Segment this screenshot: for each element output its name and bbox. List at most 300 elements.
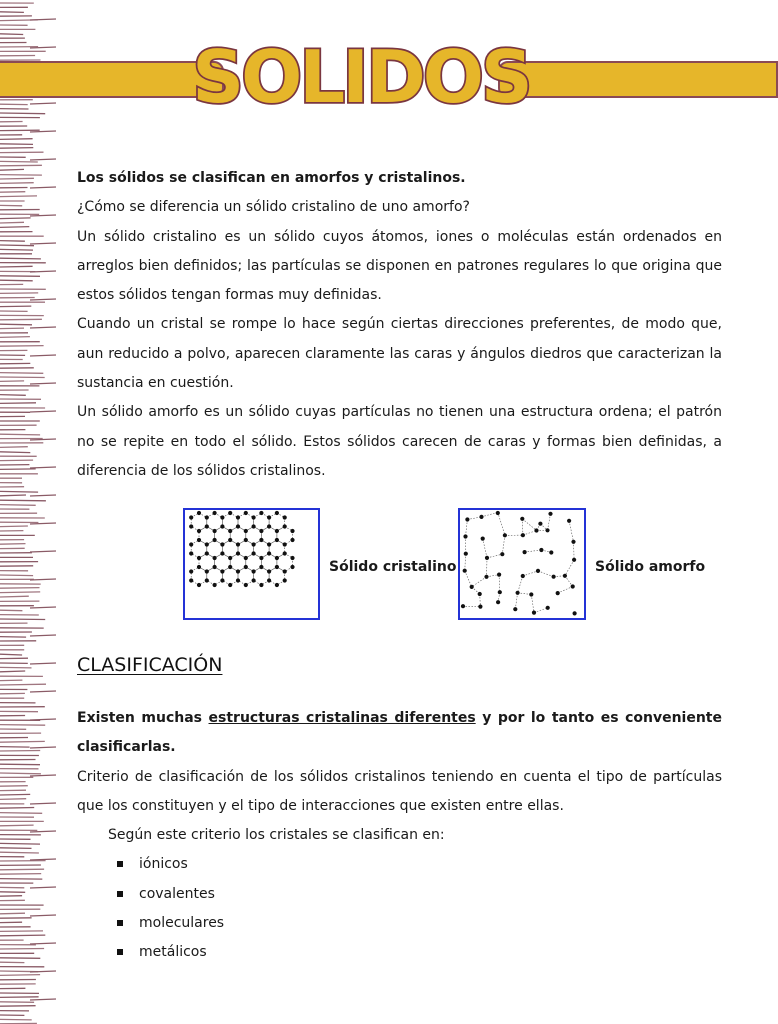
network-atom <box>573 611 577 615</box>
fringe-stroke <box>0 196 37 197</box>
fringe-stroke <box>0 241 25 242</box>
network-bond <box>502 535 505 554</box>
network-atom <box>538 522 542 526</box>
fringe-stroke <box>30 383 56 384</box>
fringe-stroke <box>0 671 25 672</box>
lattice-atom <box>283 542 287 546</box>
network-atom <box>556 591 560 595</box>
fringe-stroke <box>0 175 42 176</box>
lattice-atom <box>205 542 209 546</box>
lattice-bond <box>269 540 285 558</box>
page-title-text: SOLIDOS <box>192 35 530 119</box>
fringe-stroke <box>0 245 34 246</box>
fringe-stroke <box>0 799 26 800</box>
lattice-atom <box>236 542 240 546</box>
fringe-stroke <box>0 935 45 936</box>
lattice-atom <box>283 551 287 555</box>
lattice-atom <box>290 538 294 542</box>
lattice-atom <box>197 538 201 542</box>
fringe-stroke <box>30 355 56 356</box>
lattice-atom <box>213 511 217 515</box>
fringe-stroke <box>30 215 56 216</box>
network-bond <box>574 542 575 560</box>
lattice-atom <box>244 529 248 533</box>
crystal-structures-link[interactable]: estructuras cristalinas diferentes <box>208 710 476 726</box>
lattice-atom <box>275 511 279 515</box>
lattice-atom <box>189 515 193 519</box>
network-atom <box>571 540 575 544</box>
network-atom <box>478 592 482 596</box>
amorphous-definition: Un sólido amorfo es un sólido cuyas partículas no tienen una estructura ordena; el patrón no se repite en todo el sólido. Estos sólidos carecen de caras y formas bien definidas, a diferencia de los sólidos cristalinos. <box>77 404 722 479</box>
fringe-stroke <box>30 495 56 496</box>
fringe-stroke <box>0 975 40 976</box>
network-bond <box>487 554 502 558</box>
fringe-stroke <box>0 144 33 145</box>
network-bond <box>569 521 573 542</box>
amorphous-network-diagram <box>460 510 584 618</box>
fringe-stroke <box>0 495 26 496</box>
lattice-atom <box>267 551 271 555</box>
network-bond <box>558 587 573 594</box>
network-bond <box>531 595 534 613</box>
fringe-stroke <box>0 183 34 184</box>
classification-title: CLASIFICACIÓN <box>77 654 223 676</box>
fringe-stroke <box>0 469 36 470</box>
network-atom <box>521 574 525 578</box>
lattice-bond <box>222 540 238 558</box>
network-atom <box>571 584 575 588</box>
lattice-bond <box>269 567 285 585</box>
classification-lead <box>77 704 722 763</box>
lattice-bond <box>238 540 254 558</box>
network-bond <box>499 575 500 593</box>
lattice-bond <box>199 527 215 545</box>
network-atom <box>536 569 540 573</box>
network-bond <box>498 512 505 535</box>
network-bond <box>522 519 536 531</box>
fringe-stroke <box>0 1019 32 1020</box>
fringe-stroke <box>0 139 33 140</box>
fringe-stroke <box>30 943 56 944</box>
fringe-stroke <box>0 276 40 277</box>
fringe-stroke <box>0 460 33 461</box>
lattice-atom <box>197 556 201 560</box>
fringe-stroke <box>0 869 44 870</box>
fringe-stroke <box>0 227 29 228</box>
lattice-atom <box>228 529 232 533</box>
lattice-atom <box>189 551 193 555</box>
lattice-atom <box>267 542 271 546</box>
fringe-stroke <box>0 747 30 748</box>
classification-criterion: Criterio de clasificación de los sólidos cristalinos teniendo en cuenta el tipo de partículas que los constituyen y el tipo de interacciones que existen entre ellas. <box>77 768 722 814</box>
fringe-stroke <box>0 848 32 849</box>
fringe-stroke <box>0 258 41 259</box>
lattice-bond <box>246 527 262 545</box>
lattice-atom <box>275 556 279 560</box>
fringe-stroke <box>30 915 56 916</box>
lattice-bond <box>269 513 285 531</box>
network-atom <box>539 548 543 552</box>
fringe-stroke <box>0 337 30 338</box>
lattice-atom <box>283 515 287 519</box>
lead-text-before: Existen muchas <box>77 710 209 726</box>
lattice-atom <box>189 542 193 546</box>
intro-section <box>77 164 722 486</box>
fringe-stroke <box>0 874 41 875</box>
lattice-atom <box>220 578 224 582</box>
fringe-stroke <box>30 411 56 412</box>
lattice-atom <box>259 583 263 587</box>
lattice-atom <box>283 578 287 582</box>
fringe-stroke <box>30 831 56 832</box>
lattice-atom <box>220 524 224 528</box>
fringe-stroke <box>0 293 38 294</box>
lattice-bond <box>254 567 270 585</box>
fringe-stroke <box>30 467 56 468</box>
network-atom <box>567 519 571 523</box>
list-item: iónicos <box>115 850 722 879</box>
lattice-bond <box>191 540 207 558</box>
lattice-bond <box>246 554 262 572</box>
fringe-stroke <box>0 165 42 166</box>
network-atom <box>503 533 507 537</box>
network-bond <box>523 531 537 536</box>
network-atom <box>546 606 550 610</box>
lattice-atom <box>267 515 271 519</box>
network-atom <box>563 574 567 578</box>
intro-statement: Los sólidos se clasifican en amorfos y cristalinos. <box>77 170 466 186</box>
fringe-stroke <box>0 896 22 897</box>
fringe-stroke <box>0 843 40 844</box>
network-atom <box>484 575 488 579</box>
network-bond <box>518 576 523 593</box>
fringe-stroke <box>0 725 45 726</box>
lattice-bond <box>222 513 238 531</box>
lattice-bond <box>191 513 207 531</box>
fringe-stroke <box>0 249 33 250</box>
crystal-types-list <box>77 850 722 967</box>
lattice-atom <box>189 569 193 573</box>
lattice-atom <box>259 565 263 569</box>
lattice-bond <box>199 554 215 572</box>
crystalline-label: Sólido cristalino <box>329 559 457 575</box>
lattice-atom <box>197 583 201 587</box>
fringe-stroke <box>0 452 30 453</box>
fringe-stroke <box>0 178 34 179</box>
lattice-atom <box>228 565 232 569</box>
network-atom <box>523 550 527 554</box>
fringe-stroke <box>0 192 25 193</box>
fringe-stroke <box>0 505 36 506</box>
fringe-stroke <box>0 958 40 959</box>
list-item: covalentes <box>115 880 722 909</box>
page-title <box>192 35 530 119</box>
lattice-atom <box>252 578 256 582</box>
lattice-atom <box>244 556 248 560</box>
network-bond <box>534 608 548 613</box>
fringe-stroke <box>30 131 56 132</box>
lattice-atom <box>228 538 232 542</box>
fringe-stroke <box>0 222 24 223</box>
fringe-stroke <box>0 751 40 752</box>
fringe-stroke <box>0 684 46 685</box>
network-atom <box>534 528 538 532</box>
network-atom <box>463 569 467 573</box>
lead-text-after: y por lo tanto es conveniente clasificarlas. <box>77 710 722 756</box>
fringe-stroke <box>0 395 26 396</box>
header-bar-left <box>0 61 224 98</box>
lattice-atom <box>197 529 201 533</box>
lattice-atom <box>252 515 256 519</box>
fringe-stroke <box>30 663 56 664</box>
lattice-atom <box>259 556 263 560</box>
fringe-stroke <box>0 741 45 742</box>
network-atom <box>529 592 533 596</box>
network-bond <box>465 571 472 587</box>
lattice-atom <box>259 529 263 533</box>
network-bond <box>482 512 498 517</box>
lattice-atom <box>252 524 256 528</box>
fringe-stroke <box>0 266 33 267</box>
network-atom <box>521 533 525 537</box>
lattice-atom <box>267 524 271 528</box>
fringe-stroke <box>0 169 24 170</box>
lattice-atom <box>252 551 256 555</box>
lattice-atom <box>259 511 263 515</box>
network-atom <box>478 605 482 609</box>
lattice-atom <box>213 556 217 560</box>
network-atom <box>500 552 504 556</box>
lattice-atom <box>220 569 224 573</box>
lattice-atom <box>213 529 217 533</box>
crystalline-definition: Un sólido cristalino es un sólido cuyos átomos, iones o moléculas están ordenados en arreglos bien definidos; las partículas se disponen en patrones regulares lo que origina que estos sólidos tengan formas muy definidas. <box>77 228 722 304</box>
fringe-stroke <box>0 879 42 880</box>
figures-row <box>0 508 768 622</box>
network-atom <box>513 607 517 611</box>
crystal-break-text: Cuando un cristal se rompe lo hace según ciertas direcciones preferentes, de modo que, aun reducido a polvo, aparecen claramente las caras y ángulos diedros que caracterizan la sustancia en cuestión. <box>77 316 722 392</box>
lattice-atom <box>244 583 248 587</box>
lattice-atom <box>290 556 294 560</box>
crystalline-figure <box>183 508 320 620</box>
lattice-bond <box>191 567 207 585</box>
classification-according: Según este criterio los cristales se clasifican en: <box>108 827 445 844</box>
lattice-atom <box>283 569 287 573</box>
network-atom <box>532 611 536 615</box>
fringe-stroke <box>30 187 56 188</box>
lattice-atom <box>189 524 193 528</box>
fringe-stroke <box>0 813 42 814</box>
lattice-atom <box>275 529 279 533</box>
fringe-stroke <box>0 324 32 325</box>
fringe-stroke <box>0 1002 34 1003</box>
fringe-stroke <box>0 852 39 853</box>
network-bond <box>483 539 487 558</box>
network-atom <box>465 517 469 521</box>
network-bond <box>472 577 487 587</box>
lattice-atom <box>189 578 193 582</box>
fringe-stroke <box>30 243 56 244</box>
fringe-stroke <box>0 825 34 826</box>
network-atom <box>498 590 502 594</box>
fringe-stroke <box>30 691 56 692</box>
fringe-stroke <box>0 500 46 501</box>
lattice-atom <box>205 524 209 528</box>
network-bond <box>565 560 574 576</box>
fringe-stroke <box>30 803 56 804</box>
lattice-atom <box>220 542 224 546</box>
header-bar-right <box>498 61 778 98</box>
fringe-stroke <box>0 667 32 668</box>
lattice-atom <box>252 569 256 573</box>
network-atom <box>549 550 553 554</box>
network-bond <box>466 520 468 537</box>
network-bond <box>525 550 542 552</box>
lattice-atom <box>290 529 294 533</box>
classification-section <box>77 704 722 968</box>
fringe-stroke <box>0 892 25 893</box>
fringe-stroke <box>0 913 25 914</box>
lattice-bond <box>230 554 246 572</box>
lattice-atom <box>267 578 271 582</box>
fringe-stroke <box>0 637 26 638</box>
fringe-stroke <box>0 218 31 219</box>
fringe-stroke <box>0 161 38 162</box>
lattice-atom <box>236 515 240 519</box>
network-bond <box>515 593 517 609</box>
fringe-stroke <box>30 299 56 300</box>
lattice-atom <box>205 569 209 573</box>
network-atom <box>572 558 576 562</box>
network-atom <box>464 552 468 556</box>
lattice-atom <box>205 515 209 519</box>
fringe-stroke <box>0 346 44 347</box>
lattice-atom <box>244 511 248 515</box>
lattice-atom <box>205 578 209 582</box>
network-bond <box>467 517 481 520</box>
lattice-atom <box>267 569 271 573</box>
fringe-stroke <box>30 719 56 720</box>
lattice-atom <box>228 556 232 560</box>
fringe-stroke <box>0 381 24 382</box>
lattice-bond <box>207 540 223 558</box>
fringe-stroke <box>30 327 56 328</box>
fringe-stroke <box>0 654 22 655</box>
lattice-atom <box>244 565 248 569</box>
fringe-stroke <box>0 306 31 307</box>
fringe-stroke <box>30 775 56 776</box>
fringe-stroke <box>0 373 43 374</box>
lattice-bond <box>261 527 277 545</box>
fringe-stroke <box>0 997 39 998</box>
lattice-bond <box>238 567 254 585</box>
lattice-atom <box>275 565 279 569</box>
fringe-stroke <box>30 103 56 104</box>
lattice-bond <box>238 513 254 531</box>
fringe-stroke <box>0 403 36 404</box>
network-atom <box>479 515 483 519</box>
lattice-atom <box>290 565 294 569</box>
lattice-bond <box>207 513 223 531</box>
fringe-stroke <box>0 794 30 795</box>
fringe-stroke <box>0 434 40 435</box>
lattice-atom <box>236 524 240 528</box>
network-atom <box>463 534 467 538</box>
network-atom <box>485 556 489 560</box>
network-atom <box>545 528 549 532</box>
fringe-stroke <box>30 999 56 1000</box>
lattice-bond <box>254 513 270 531</box>
amorphous-label: Sólido amorfo <box>595 559 706 575</box>
fringe-stroke <box>0 447 28 448</box>
fringe-stroke <box>30 747 56 748</box>
lattice-bond <box>254 540 270 558</box>
lattice-atom <box>220 551 224 555</box>
fringe-stroke <box>0 377 45 378</box>
lattice-atom <box>213 565 217 569</box>
network-atom <box>520 517 524 521</box>
fringe-stroke <box>0 148 33 149</box>
fringe-stroke <box>0 949 44 950</box>
lattice-bond <box>277 554 293 572</box>
fringe-stroke <box>0 328 24 329</box>
lattice-atom <box>259 538 263 542</box>
lattice-bond <box>277 527 293 545</box>
lattice-atom <box>275 583 279 587</box>
lattice-atom <box>220 515 224 519</box>
fringe-stroke <box>0 12 24 13</box>
network-atom <box>552 575 556 579</box>
lattice-bond <box>215 554 231 572</box>
fringe-stroke <box>30 159 56 160</box>
fringe-stroke <box>0 491 38 492</box>
network-bond <box>538 571 554 577</box>
network-atom <box>516 591 520 595</box>
fringe-stroke <box>0 113 45 114</box>
lattice-bond <box>261 554 277 572</box>
fringe-stroke <box>0 280 33 281</box>
lattice-atom <box>228 583 232 587</box>
list-item: moleculares <box>115 909 722 938</box>
fringe-stroke <box>0 680 22 681</box>
lattice-bond <box>230 527 246 545</box>
lattice-atom <box>275 538 279 542</box>
network-atom <box>548 512 552 516</box>
fringe-stroke <box>0 786 28 787</box>
network-bond <box>522 519 523 535</box>
network-atom <box>481 537 485 541</box>
lattice-atom <box>236 569 240 573</box>
network-bond <box>487 558 488 577</box>
network-atom <box>496 511 500 515</box>
fringe-stroke <box>0 931 43 932</box>
fringe-stroke <box>0 764 40 765</box>
network-bond <box>548 514 551 531</box>
lattice-atom <box>213 583 217 587</box>
network-atom <box>497 573 501 577</box>
fringe-stroke <box>30 19 56 20</box>
network-bond <box>465 554 466 571</box>
fringe-stroke <box>0 34 23 35</box>
lattice-atom <box>205 551 209 555</box>
lattice-bond <box>207 567 223 585</box>
lattice-atom <box>213 538 217 542</box>
lattice-atom <box>228 511 232 515</box>
fringe-stroke <box>30 859 56 860</box>
lattice-atom <box>283 524 287 528</box>
lattice-bond <box>215 527 231 545</box>
fringe-stroke <box>0 1006 36 1007</box>
fringe-stroke <box>0 319 42 320</box>
